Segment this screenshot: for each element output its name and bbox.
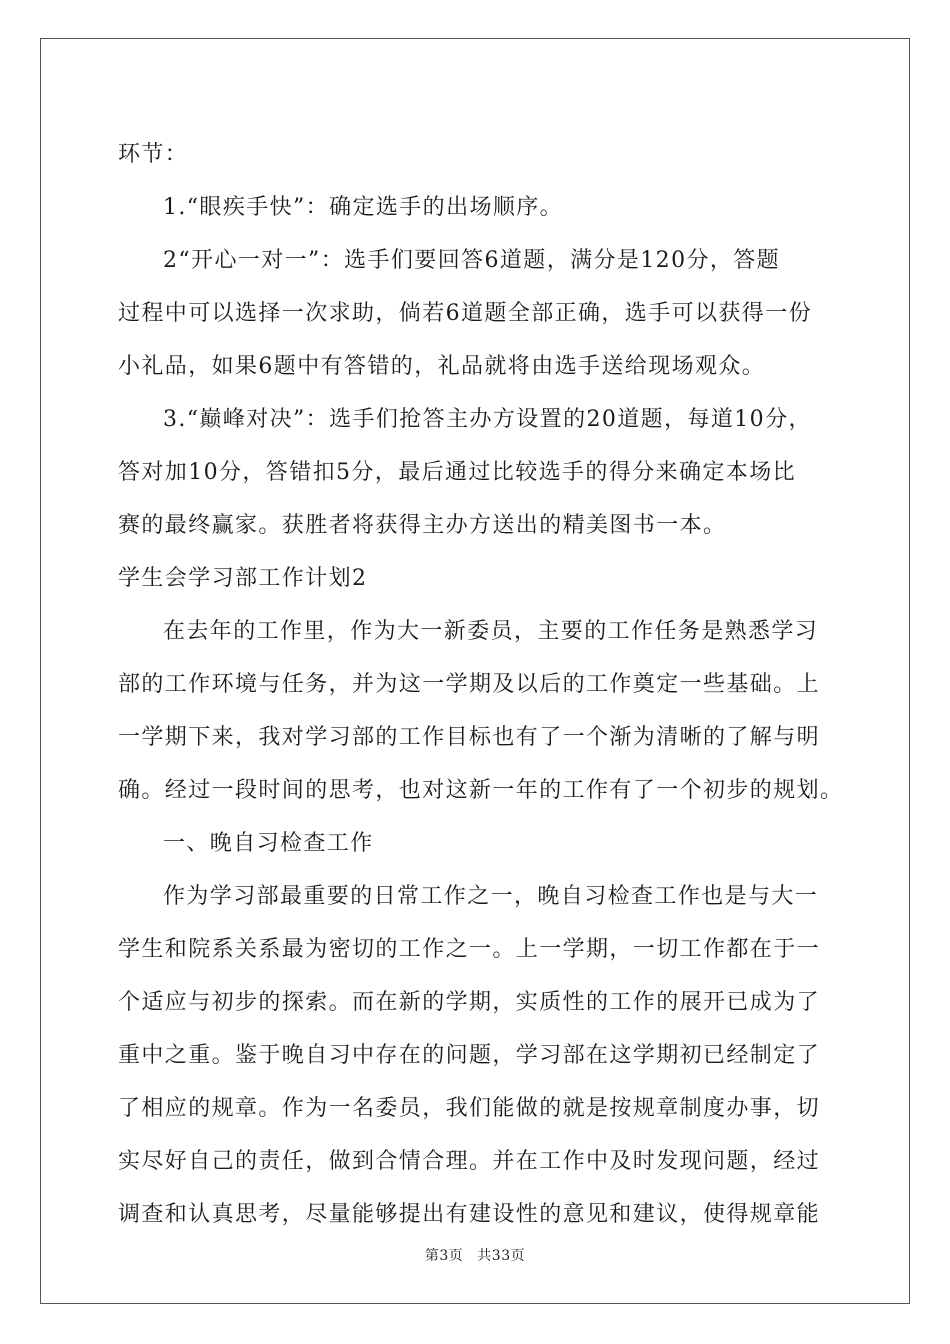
list-item-2: 2“开心一对一”：选手们要回答6道题，满分是120分，答题: [163, 248, 781, 273]
paragraph-line: 赛的最终赢家。获胜者将获得主办方送出的精美图书一本。: [118, 513, 727, 538]
paragraph-line: 在去年的工作里，作为大一新委员，主要的工作任务是熟悉学习: [163, 619, 819, 644]
paragraph-line: 小礼品，如果6题中有答错的，礼品就将由选手送给现场观众。: [118, 354, 766, 379]
page-number: 第3页: [424, 1248, 464, 1264]
document-body: [118, 128, 844, 1241]
paragraph-line: 学生和院系关系最为密切的工作之一。上一学期，一切工作都在于一: [118, 937, 821, 962]
paragraph-line: 部的工作环境与任务，并为这一学期及以后的工作奠定一些基础。上: [118, 672, 821, 697]
paragraph-line: 个适应与初步的探索。而在新的学期，实质性的工作的展开已成为了: [118, 990, 821, 1015]
paragraph-line: 过程中可以选择一次求助，倘若6道题全部正确，选手可以获得一份: [118, 301, 812, 326]
paragraph-line: 作为学习部最重要的日常工作之一，晚自习检查工作也是与大一: [163, 884, 819, 909]
page-total: 共33页: [477, 1248, 526, 1264]
list-item-1: 1.“眼疾手快”：确定选手的出场顺序。: [163, 195, 564, 220]
list-item-3: 3.“巅峰对决”：选手们抢答主办方设置的20道题，每道10分，: [163, 407, 812, 432]
paragraph-line: 确。经过一段时间的思考，也对这新一年的工作有了一个初步的规划。: [118, 778, 844, 803]
paragraph-line: 调查和认真思考，尽量能够提出有建设性的意见和建议，使得规章能: [118, 1202, 821, 1227]
subsection-heading: 一、晚自习检查工作: [163, 831, 374, 856]
paragraph-line: 一学期下来，我对学习部的工作目标也有了一个渐为清晰的了解与明: [118, 725, 821, 750]
paragraph-line: 答对加10分，答错扣5分，最后通过比较选手的得分来确定本场比: [118, 460, 796, 485]
paragraph-line: 了相应的规章。作为一名委员，我们能做的就是按规章制度办事，切: [118, 1096, 821, 1121]
section-title: 学生会学习部工作计划2: [118, 566, 368, 591]
paragraph-line: 环节：: [118, 142, 189, 167]
paragraph-line: 重中之重。鉴于晚自习中存在的问题，学习部在这学期初已经制定了: [118, 1043, 821, 1068]
page-footer: [0, 1246, 950, 1266]
paragraph-line: 实尽好自己的责任，做到合情合理。并在工作中及时发现问题，经过: [118, 1149, 821, 1174]
